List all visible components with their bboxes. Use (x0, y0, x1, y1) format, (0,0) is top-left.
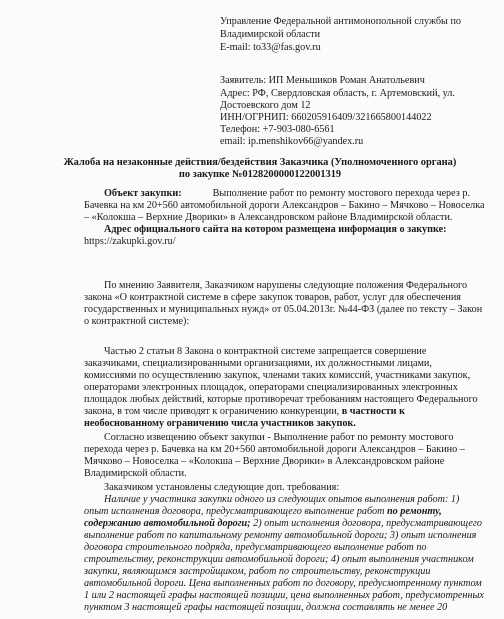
requirement-line: строительству, реконструкции автомобильной дороги; 4) опыт выполнения участником (84, 554, 474, 565)
applicant-inn: ИНН/ОГРНИП: 660205916409/321665800144022 (220, 112, 432, 123)
paragraph-line: о контрактной системе): (84, 316, 190, 327)
requirement-emphasis: содержанию автомобильной дороги; (84, 518, 251, 529)
paragraph-line: Мячково – Новоселка – «Колокша – Верхние Дворики» в Александровском районе (84, 456, 445, 467)
complaint-title: Жалоба на незаконные действия/бездействия Заказчика (Уполномоченного органа) (63, 157, 457, 168)
purchase-object-text: Бачевка на км 20+560 автомобильной дороги Александров – Бакино – Мячково – Новоселка (84, 200, 485, 211)
recipient-email: E-mail: to33@fas.gov.ru (220, 42, 321, 53)
applicant-email: email: ip.menshikov66@yandex.ru (220, 136, 364, 147)
purchase-object-text: – «Колокша – Верхние Дворики» в Александровском районе Владимирской области. (84, 212, 453, 223)
paragraph-line: Владимирской области. (84, 468, 187, 479)
paragraph-line: перехода через р. Бачевка на км 20+560 автомобильной дороги Александров – Бакино – (84, 444, 465, 455)
emphasis-text: необоснованному ограничению числа участников закупок. (84, 418, 356, 429)
purchase-object-text: Выполнение работ по ремонту мостового перехода через р. (212, 188, 470, 199)
paragraph-text: закона, в том числе приводят к ограничению конкуренции, (84, 406, 340, 417)
paragraph-line: площадок любых действий, которые противоречат требованиям настоящего Федерального (84, 394, 478, 405)
requirement-line (84, 506, 442, 518)
paragraph-line: Частью 2 статьи 8 Закона о контрактной системе запрещается совершение (104, 346, 427, 357)
requirement-line: пунктом 3 настоящей графы настоящей позиции, должна составлять не менее 20 (84, 602, 448, 613)
paragraph-line: операторами электронных площадок, операторами специализированных электронных (84, 382, 458, 393)
requirement-line: выполнение работ по капитальному ремонту автомобильной дороги; 3) опыт исполнения (84, 530, 477, 541)
official-site-link[interactable]: https://zakupki.gov.ru/ (84, 236, 176, 247)
requirement-emphasis: по ремонту, (387, 506, 442, 517)
applicant-name: Заявитель: ИП Меньшиков Роман Анатольевич (220, 75, 425, 86)
paragraph-line: По мнению Заявителя, Заказчиком нарушены следующие положения Федерального (104, 280, 468, 291)
recipient-line: Владимирской области (220, 29, 321, 40)
purchase-object-label: Объект закупки: (104, 188, 182, 199)
applicant-address: Достоевского дом 12 (220, 100, 311, 111)
recipient-line: Управление Федеральной антимонопольной службы по (220, 16, 461, 27)
paragraph-line: Согласно извещению объект закупки - Выполнение работ по ремонту мостового (104, 432, 454, 443)
requirement-line: договора строительного подряда, предусматривающего выполнение работ по (84, 542, 427, 553)
purchase-object-line (104, 188, 470, 200)
paragraph-line: закона «О контрактной системе в сфере закупок товаров, работ, услуг для обеспечения (84, 292, 461, 303)
official-site-label: Адрес официального сайта на котором размещена информация о закупке: (104, 224, 447, 235)
requirement-line: автомобильной дороги. Цена выполненных работ по договору, предусмотренному пунктом (84, 578, 482, 589)
requirement-text: опыт исполнения договора, предусматривающего выполнение работ (84, 506, 385, 517)
applicant-address: Адрес: РФ, Свердловская область, г. Артемовский, ул. (220, 88, 455, 99)
requirement-line: Наличие у участника закупки одного из следующих опытов выполнения работ: 1) (104, 494, 460, 505)
paragraph-line: заказчиками, специализированными организациями, их должностными лицами, (84, 358, 432, 369)
applicant-phone: Телефон: +7-903-080-6561 (220, 124, 335, 135)
emphasis-text: в частности к (341, 406, 405, 417)
paragraph-line: государственных и муниципальных нужд» от 05.04.2013г. №44-ФЗ (далее по тексту – Закон (84, 304, 483, 315)
requirement-line: закупки, являющимся застройщиком, работ по строительству, реконструкции (84, 566, 431, 577)
paragraph-line: комиссиями по осуществлению закупок, членами таких комиссий, участниками закупок, (84, 370, 471, 381)
paragraph-line: Заказчиком установлены следующие доп. требования: (104, 482, 340, 493)
paragraph-line (84, 406, 405, 418)
requirement-line (84, 518, 482, 530)
complaint-number: по закупке №0128200000122001319 (178, 169, 342, 180)
requirement-text: 2) опыт исполнения договора, предусматривающего (253, 518, 482, 529)
requirement-line: 1 или 2 настоящей графы настоящей позиции, цена выполненных работ, предусмотренных (84, 590, 484, 601)
